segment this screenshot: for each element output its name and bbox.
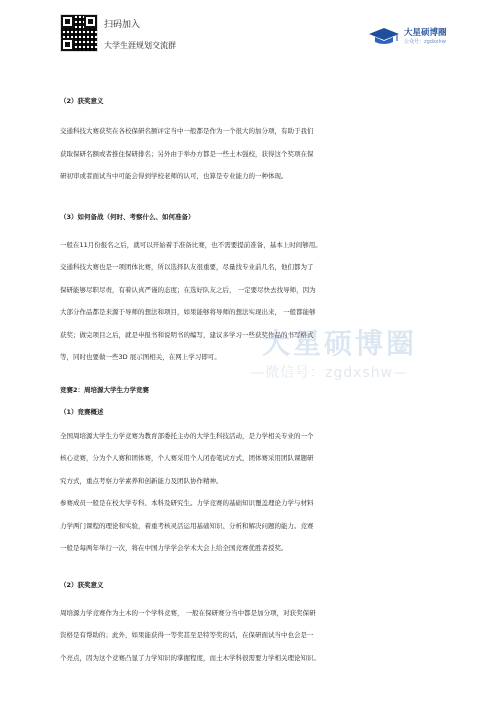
page-header: [0, 0, 504, 62]
paragraph-line: 究方式，重点考察力学素养和创新能力及团队协作精神。: [60, 476, 223, 485]
document-body: [60, 96, 446, 669]
paragraph-line: 个亮点，因为这个竞赛凸显了力学知识的掌握程度，而土木学科很需要力学相关理论知识。: [60, 653, 320, 662]
group-name-text: 大学生涯规划交流群: [104, 41, 176, 50]
paragraph-line: 力学两门课程的理论和实验，着重考核灵活运用基础知识、分析和解决问题的能力。竞赛: [60, 521, 314, 530]
brand-logo: [368, 26, 448, 50]
section-heading: （1）竞赛概述: [60, 407, 104, 416]
paragraph-line: 等，同时也要做一些3D 展示图相关，在网上学习即可。: [60, 353, 221, 361]
section-heading: （2）获奖意义: [60, 580, 104, 589]
paragraph-line: 交通科技大赛获奖在各校保研名额评定当中一般都是作为一个很大的加分项，有助于我们: [60, 127, 314, 135]
competition-heading: 竞赛2：周培源大学生力学竞赛: [60, 385, 150, 394]
paragraph-line: 资格是有帮助的；此外，如果能获得一等奖甚至是特等奖的话，在保研面试当中也会是一: [60, 631, 314, 639]
watermark-sub: —微信号：zgdxshw—: [250, 365, 409, 381]
scan-to-join-text: 扫码加入: [104, 20, 141, 30]
paragraph-line: 交通科技大赛也是一项团体比赛，所以选择队友很重要，尽量找专业前几名，他们都为了: [60, 263, 314, 271]
paragraph-line: 参赛成员一般是在校大学专科、本科及研究生。力学竞赛的基础知识覆盖理论力学与材料: [60, 499, 314, 507]
graduation-cap-icon: [368, 26, 400, 46]
paragraph-line: 全国周培源大学生力学竞赛为教育部委托主办的大学生科技活动，是力学相关专业的一个: [60, 431, 314, 440]
qr-corner: [84, 15, 97, 28]
qr-corner: [61, 38, 74, 51]
section-heading: （3）如何备战（何时、考察什么、如何准备）: [60, 212, 195, 221]
paragraph-line: 核心竞赛，分为个人赛和团体赛，个人赛采用个人闭卷笔试方式，团体赛采用团队课题研: [60, 454, 314, 462]
section-heading: （2）获奖意义: [60, 97, 104, 105]
paragraph-line: 一般是每两年举行一次，将在中国力学学会学术大会上给全国竞赛优胜者授奖。: [60, 544, 288, 552]
paragraph-line: 获取保研名额或者推住保研排名；另外由于举办方都是一些土木强校，获得这个奖项在保: [60, 149, 314, 158]
paragraph-line: 获奖；做完项目之后，就是申报书和说明书的编写，建议多学习一些获奖作品的书写格式: [60, 330, 314, 339]
qr-corner: [61, 15, 74, 28]
watermark-main: 大星硕博圈: [262, 327, 418, 360]
paragraph-line: 大部分作品都是来源于导师的想法和项目，如果能够将导师的想法实现出来， 一般都能够: [60, 308, 316, 316]
paragraph-line: 研初审或者面试当中可能会得到学校老师的认可，也算是专业能力的一种体现。: [60, 172, 288, 180]
paragraph-line: 周培源力学竞赛作为土木的一个学科竞赛， 一般在保研赛分当中都是加分项，对获奖保研: [60, 608, 316, 617]
logo-subtext: 公众号：zgdxshw: [404, 39, 446, 45]
qr-code-icon: [60, 14, 98, 52]
paragraph-line: 一般在11月份报名之后，就可以开始着手准备比赛，也不需要提前准备，基本上时间够用。: [60, 240, 322, 249]
logo-text: 大星硕博圈: [404, 28, 447, 38]
paragraph-line: 保研能够尽职尽责，有着认真严谨的态度；在选好队友之后， 一定要尽快去找导师，因为: [60, 285, 316, 294]
